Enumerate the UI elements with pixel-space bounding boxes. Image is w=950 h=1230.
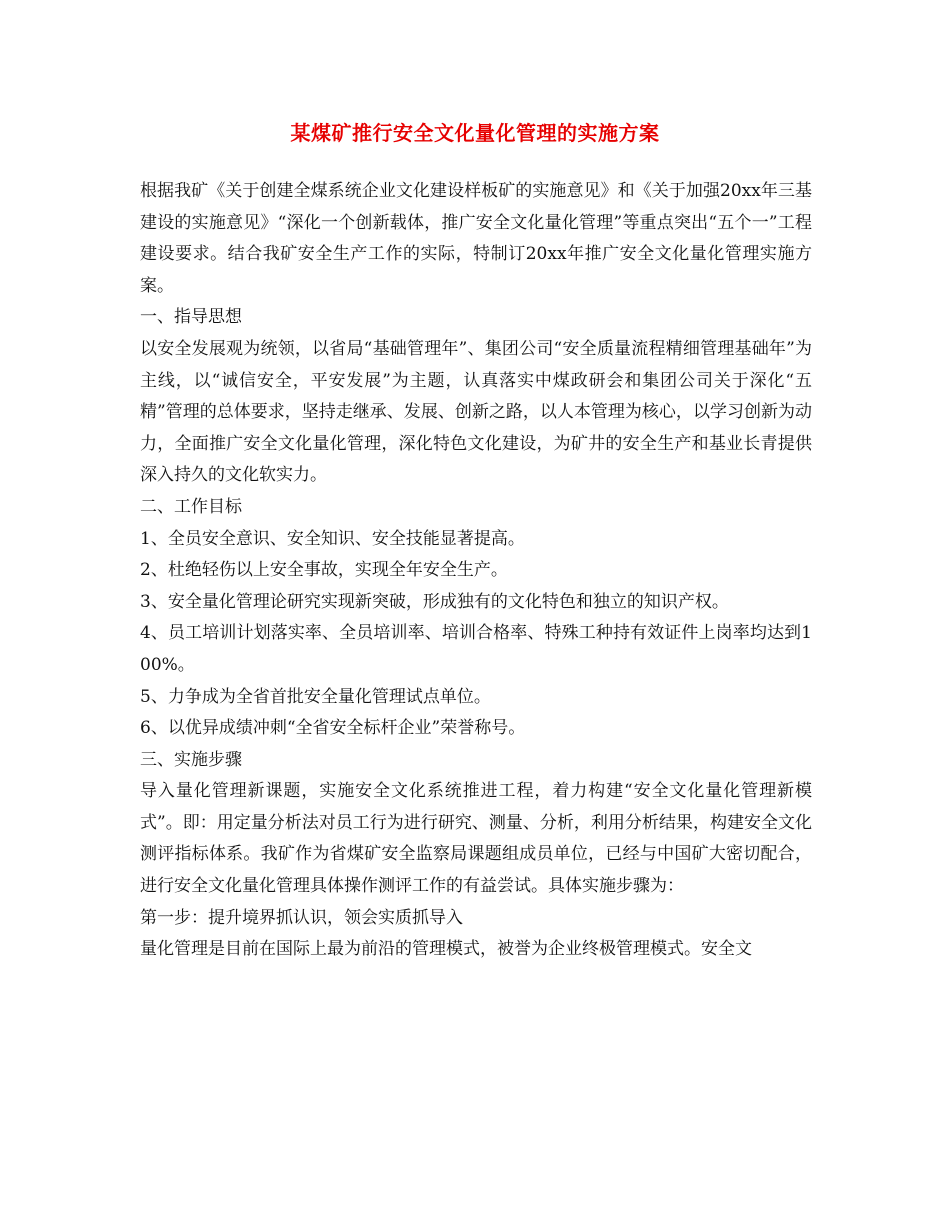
step-one-paragraph: 量化管理是目前在国际上最为前沿的管理模式，被誉为企业终极管理模式。安全文 — [140, 939, 752, 960]
section-heading-guiding-thought: 一、指导思想 — [140, 307, 242, 328]
document-title: 某煤矿推行安全文化量化管理的实施方案 — [290, 121, 660, 145]
goal-item-2: 2、杜绝轻伤以上安全事故，实现全年安全生产。 — [140, 560, 508, 581]
goal-item-5: 5、力争成为全省首批安全量化管理试点单位。 — [140, 686, 491, 707]
section-heading-implementation-steps: 三、实施步骤 — [140, 749, 242, 770]
implementation-paragraph: 导入量化管理新课题，实施安全文化系统推进工程，着力构建“安全文化量化管理新模式”。即：用定量分析法对员工行为进行研究、测量、分析，利用分析结果，构建安全文化测评指标体系。我矿作为省煤矿安全监察局课题组成员单位，已经与中国矿大密切配合，进行安全文化量化管理具体操作测评工作的有益尝试。具体实施步骤为： — [140, 781, 812, 897]
goal-item-4: 4、员工培训计划落实率、全员培训率、培训合格率、特殊工种持有效证件上岗率均达到100%。 — [140, 623, 812, 675]
section-heading-work-goals: 二、工作目标 — [140, 496, 242, 517]
goal-item-6: 6、以优异成绩冲刺“全省安全标杆企业”荣誉称号。 — [140, 718, 526, 739]
step-one-heading: 第一步：提升境界抓认识，领会实质抓导入 — [140, 907, 463, 928]
goal-item-1: 1、全员安全意识、安全知识、安全技能显著提高。 — [140, 528, 525, 549]
document-body — [140, 176, 812, 966]
goal-item-3: 3、安全量化管理论研究实现新突破，形成独有的文化特色和独立的知识产权。 — [140, 591, 729, 612]
intro-paragraph: 根据我矿《关于创建全煤系统企业文化建设样板矿的实施意见》和《关于加强20xx年三基建设的实施意见》“深化一个创新载体，推广安全文化量化管理”等重点突出“五个一”工程建设要求。结合我矿安全生产工作的实际，特制订20xx年推广安全文化量化管理实施方案。 — [140, 181, 812, 296]
guiding-thought-paragraph: 以安全发展观为统领，以省局“基础管理年”、集团公司“安全质量流程精细管理基础年”为主线，以“诚信安全，平安发展”为主题，认真落实中煤政研会和集团公司关于深化“五精”管理的总体要求，坚持走继承、发展、创新之路，以人本管理为核心，以学习创新为动力，全面推广安全文化量化管理，深化特色文化建设，为矿井的安全生产和基业长青提供深入持久的文化软实力。 — [140, 338, 812, 486]
